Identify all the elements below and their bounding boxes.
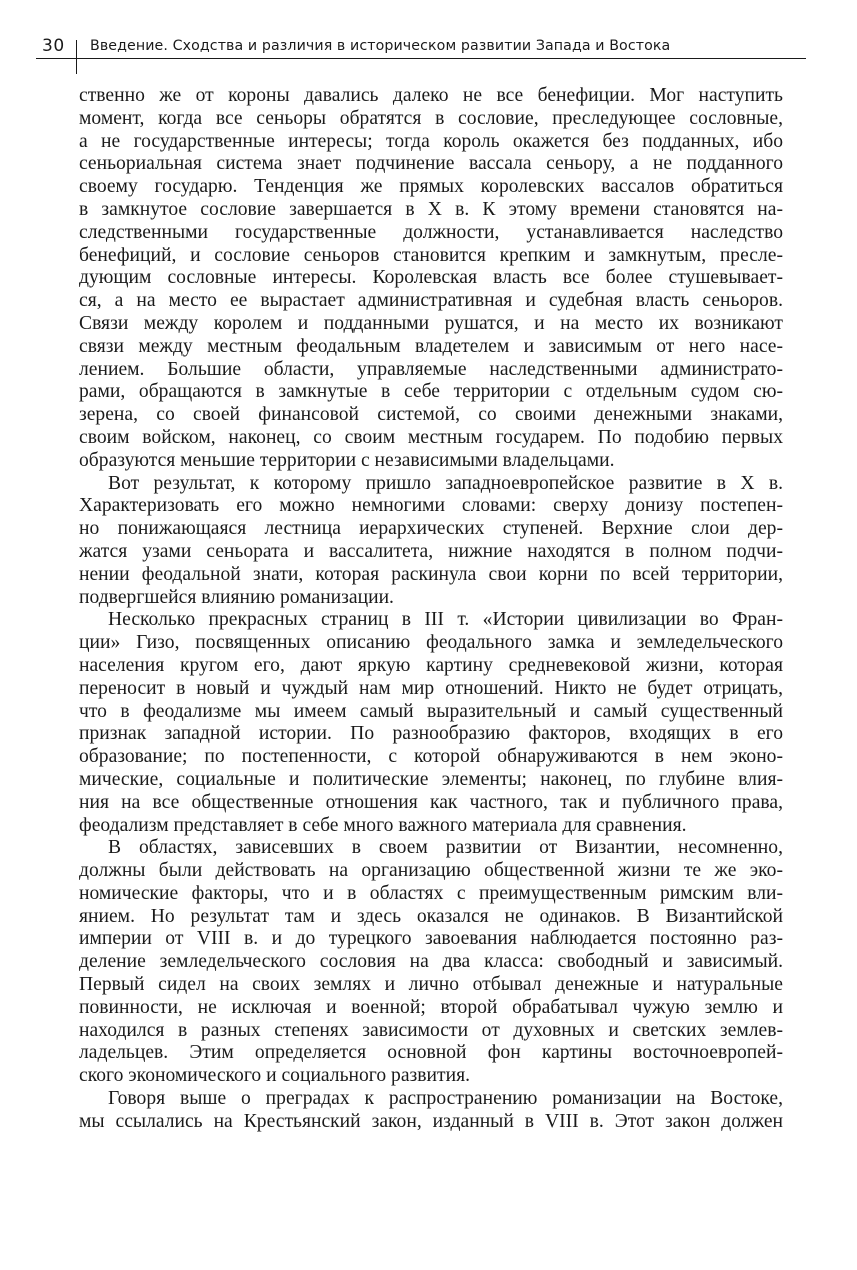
text-line: ся, а на место ее вырастает административная и судебная власть сеньоров. <box>79 290 783 312</box>
paragraph <box>79 1088 783 1134</box>
text-line: империи от VIII в. и до турецкого завоевания наблюдается постоянно раз- <box>79 928 783 950</box>
text-line: зерена, со своей финансовой системой, со своими денежными знаками, <box>79 404 783 426</box>
text-line: Характеризовать его можно немногими словами: сверху донизу постепен- <box>79 495 783 517</box>
text-line: своему государю. Тенденция же прямых королевских вассалов обратиться <box>79 176 783 198</box>
text-line: связи между местным феодальным владетелем и зависимым от него насе- <box>79 335 783 357</box>
text-line: момент, когда все сеньоры обратятся в сословие, преследующее сословные, <box>79 107 783 129</box>
text-line: Говоря выше о преградах к распространению романизации на Востоке, <box>108 1088 783 1110</box>
text-line: ладельцев. Этим определяется основной фон картины восточноевропей- <box>79 1042 783 1064</box>
text-line: но понижающаяся лестница иерархических ступеней. Верхние слои дер- <box>79 518 783 540</box>
text-line: жатся узами сеньората и вассалитета, нижние находятся в полном подчи- <box>79 540 783 562</box>
text-line: своим войском, наконец, со своим местным государем. По подобию первых <box>79 426 783 448</box>
paragraph <box>79 609 783 837</box>
text-line: повинности, не исключая и военной; второй обрабатывал чужую землю и <box>79 996 783 1018</box>
text-line: Вот результат, к которому пришло западноевропейское развитие в X в. <box>108 472 783 494</box>
header-rule <box>36 58 806 59</box>
text-line: мы ссылались на Крестьянский закон, изданный в VIII в. Этот закон должен <box>79 1110 783 1132</box>
text-line: дующим сословные интересы. Королевская власть все более стушевывает- <box>79 267 783 289</box>
text-line: мические, социальные и политические элементы; наконец, по глубине влия- <box>79 768 783 790</box>
text-line: деление земледельческого сословия на два класса: свободный и зависимый. <box>79 951 783 973</box>
text-line: должны были действовать на организацию общественной жизни те же эко- <box>79 860 783 882</box>
running-title: Введение. Сходства и различия в историческом развитии Запада и Востока <box>90 38 671 54</box>
text-line: Связи между королем и подданными рушатся, и на место их возникают <box>79 312 783 334</box>
text-line: в замкнутое сословие завершается в X в. К этому времени становятся на- <box>79 198 783 220</box>
text-line: подвергшейся влиянию романизации. <box>79 586 394 608</box>
text-line: ния на все общественные отношения как частного, так и публичного права, <box>79 791 783 813</box>
header-divider <box>76 40 77 74</box>
text-line: признак западной истории. По разнообразию факторов, входящих в его <box>79 723 783 745</box>
text-line: нении феодальной знати, которая раскинула свои корни по всей территории, <box>79 563 783 585</box>
text-line: бенефиций, и сословие сеньоров становится крепким и замкнутым, пресле- <box>79 244 783 266</box>
text-line: переносит в новый и чуждый нам мир отношений. Никто не будет отрицать, <box>79 677 783 699</box>
text-line: ции» Гизо, посвященных описанию феодального замка и земледельческого <box>79 632 783 654</box>
body-text <box>79 85 783 1134</box>
paragraph <box>79 473 783 610</box>
text-line: что в феодализме мы имеем самый выразительный и самый существенный <box>79 700 783 722</box>
text-line: янием. Но результат там и здесь оказался не одинаков. В Византийской <box>79 905 783 927</box>
text-line: Первый сидел на своих землях и лично отбывал денежные и натуральные <box>79 974 783 996</box>
text-line: В областях, зависевших в своем развитии от Византии, несомненно, <box>108 837 783 859</box>
text-line: рами, обращаются в замкнутые в себе территории с отдельным судом сю- <box>79 381 783 403</box>
paragraph <box>79 85 783 473</box>
text-line: следственными государственные должности, устанавливается наследство <box>79 221 783 243</box>
text-line: Несколько прекрасных страниц в III т. «Истории цивилизации во Фран- <box>108 609 783 631</box>
text-line: лением. Большие области, управляемые наследственными администрато- <box>79 358 783 380</box>
text-line: номические факторы, что и в областях с преимущественным римским вли- <box>79 882 783 904</box>
text-line: феодализм представляет в себе много важного материала для сравнения. <box>79 814 687 836</box>
text-line: образование; по постепенности, с которой обнаруживаются в нем эконо- <box>79 746 783 768</box>
text-line: ского экономического и социального развития. <box>79 1065 470 1087</box>
paragraph <box>79 837 783 1088</box>
text-line: сеньориальная система знает подчинение вассала сеньору, а не подданного <box>79 153 783 175</box>
text-line: а не государственные интересы; тогда король окажется без подданных, ибо <box>79 130 783 152</box>
page-number: 30 <box>42 36 65 56</box>
text-line: находился в разных степенях зависимости от духовных и светских землев- <box>79 1019 783 1041</box>
text-line: ственно же от короны давались далеко не все бенефиции. Мог наступить <box>79 85 783 106</box>
text-line: образуются меньшие территории с независимыми владельцами. <box>79 449 615 471</box>
text-line: населения кругом его, дают яркую картину средневековой жизни, которая <box>79 654 783 676</box>
